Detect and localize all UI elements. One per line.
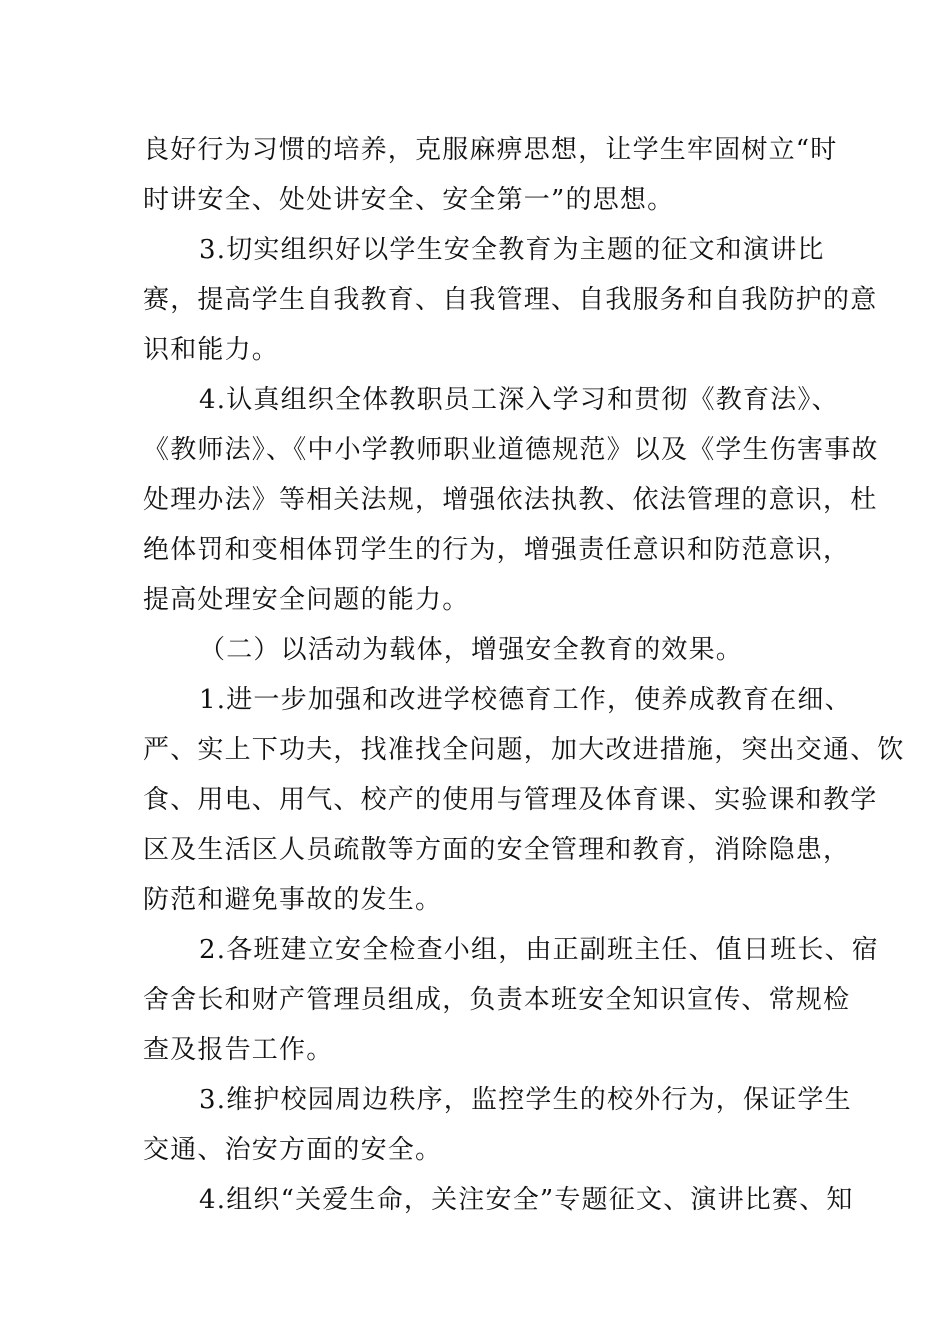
text-line: 查及报告工作。 [143, 1035, 334, 1065]
section-heading: （二）以活动为载体，增强安全教育的效果。 [199, 635, 744, 665]
text-line: 时讲安全、处处讲安全、安全第一”的思想。 [143, 185, 675, 215]
text-line: 提高处理安全问题的能力。 [143, 585, 470, 615]
text-line: 区及生活区人员疏散等方面的安全管理和教育，消除隐患， [143, 835, 851, 865]
text-line: 绝体罚和变相体罚学生的行为，增强责任意识和防范意识， [143, 535, 851, 565]
paragraph-2-start: 2.各班建立安全检查小组，由正副班主任、值日班长、宿 [199, 935, 880, 965]
text-line: 赛，提高学生自我教育、自我管理、自我服务和自我防护的意 [143, 285, 878, 315]
text-line: 食、用电、用气、校产的使用与管理及体育课、实验课和教学 [143, 785, 878, 815]
text-line: 交通、治安方面的安全。 [143, 1135, 443, 1165]
text-line: 防范和避免事故的发生。 [143, 885, 443, 915]
paragraph-4-start: 4.认真组织全体教职员工深入学习和贯彻《教育法》、 [199, 385, 839, 415]
text-line: 《教师法》、《中小学教师职业道德规范》以及《学生伤害事故 [143, 435, 879, 465]
paragraph-1-start: 1.进一步加强和改进学校德育工作，使养成教育在细、 [199, 685, 852, 715]
paragraph-4b-start: 4.组织“关爱生命，关注安全”专题征文、演讲比赛、知 [199, 1185, 854, 1215]
text-line: 舍舍长和财产管理员组成，负责本班安全知识宣传、常规检 [143, 985, 851, 1015]
text-line: 严、实上下功夫，找准找全问题，加大改进措施，突出交通、饮 [143, 735, 905, 765]
text-line: 识和能力。 [143, 335, 280, 365]
paragraph-3-start: 3.切实组织好以学生安全教育为主题的征文和演讲比 [199, 235, 825, 265]
text-line: 处理办法》等相关法规，增强依法执教、依法管理的意识，杜 [143, 485, 878, 515]
text-line: 良好行为习惯的培养，克服麻痹思想，让学生牢固树立“时 [143, 135, 838, 165]
paragraph-3b-start: 3.维护校园周边秩序，监控学生的校外行为，保证学生 [199, 1085, 852, 1115]
